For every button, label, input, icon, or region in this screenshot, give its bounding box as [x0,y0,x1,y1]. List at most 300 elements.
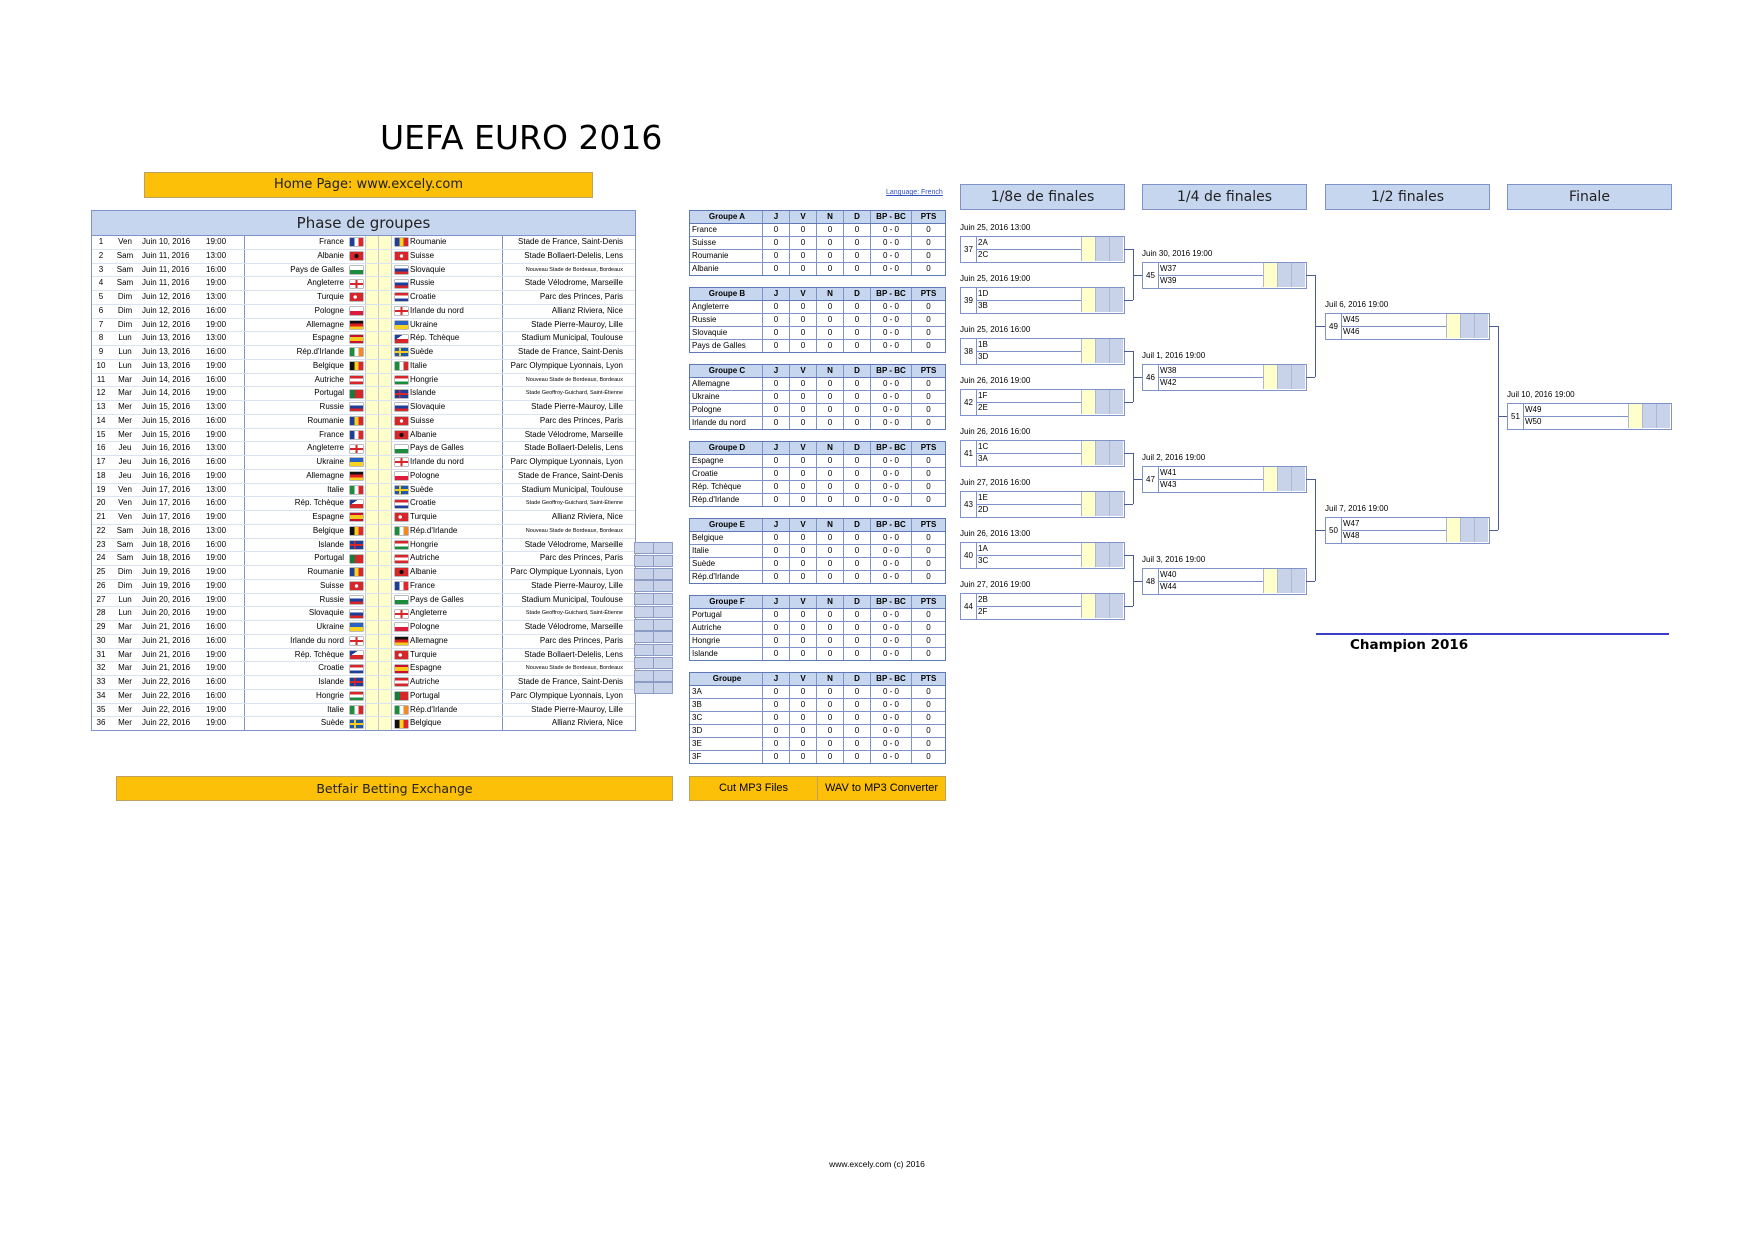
home-score-cell[interactable] [365,291,378,304]
score-cell[interactable] [1081,402,1095,414]
score-cell[interactable] [1109,300,1123,312]
score-cell[interactable] [1277,569,1291,581]
extra-score-box[interactable] [635,606,673,618]
score-cell[interactable] [1277,467,1291,479]
away-score-cell[interactable] [378,621,391,634]
group-table [689,518,946,584]
column-header: BP - BC [871,673,912,685]
score-cell[interactable] [1109,543,1123,555]
match-date: Juin 18, 2016 [142,525,191,535]
score-cell[interactable] [1291,467,1305,479]
away-score-cell[interactable] [378,319,391,332]
group-header [690,211,945,224]
home-score-cell[interactable] [365,649,378,662]
away-score-cell[interactable] [378,662,391,675]
match-number: 10 [96,360,106,370]
extra-score-box[interactable] [635,619,673,631]
extra-score-box[interactable] [635,682,673,694]
match-number: 31 [96,649,106,659]
match-date: Juin 15, 2016 [142,429,191,439]
score-cell[interactable] [1446,518,1460,530]
home-score-cell[interactable] [365,470,378,483]
home-score-cell[interactable] [365,442,378,455]
extra-cell[interactable] [653,657,673,669]
extra-cell[interactable] [634,631,654,643]
score-cell[interactable] [1095,288,1109,300]
away-score-cell[interactable] [378,497,391,510]
home-score-cell[interactable] [365,374,378,387]
extra-cell[interactable] [653,593,673,605]
score-cell[interactable] [1460,314,1474,326]
score-cell[interactable] [1446,326,1460,338]
extra-cell[interactable] [653,682,673,694]
away-score-cell[interactable] [378,415,391,428]
extra-cell[interactable] [634,644,654,656]
home-team: Islande [244,539,349,552]
score-cell[interactable] [1109,594,1123,606]
score-cell[interactable] [1109,402,1123,414]
team-slot: 3A [978,454,988,463]
extra-cell[interactable] [634,670,654,682]
score-cell[interactable] [1095,249,1109,261]
group-name: Groupe D [690,442,763,454]
team-slot: 2F [978,607,988,616]
score-cell[interactable] [1263,569,1277,581]
points: 0 [926,687,931,696]
score-cell[interactable] [1277,377,1291,389]
copyright: www.excely.com (c) 2016 [829,1159,925,1169]
match-time: 19:00 [206,388,227,398]
points: 0 [926,713,931,722]
away-score-cell[interactable] [378,676,391,689]
extra-cell[interactable] [653,644,673,656]
betfair-link[interactable]: Betfair Betting Exchange [116,776,673,801]
home-flag-icon [350,637,363,645]
standing-row [690,224,945,237]
away-score-cell[interactable] [378,539,391,552]
extra-cell[interactable] [653,619,673,631]
away-score-cell[interactable] [378,332,391,345]
score-cell[interactable] [1642,416,1656,428]
away-score-cell[interactable] [378,649,391,662]
home-score-cell[interactable] [365,594,378,607]
extra-cell[interactable] [634,542,654,554]
extra-score-box[interactable] [635,593,673,605]
group-header [690,365,945,378]
home-score-cell[interactable] [365,319,378,332]
score-cell[interactable] [1095,300,1109,312]
match-day: Mer [118,677,132,686]
score-cell[interactable] [1109,288,1123,300]
score-cell[interactable] [1642,404,1656,416]
home-flag [349,539,365,552]
match-day: Dim [117,319,133,329]
home-flag-icon [350,321,363,329]
home-score-cell[interactable] [365,346,378,359]
score-cell[interactable] [1095,492,1109,504]
standing-row [690,622,945,635]
score-cell[interactable] [1095,594,1109,606]
column-header: V [790,596,817,608]
away-score-cell[interactable] [378,236,391,249]
score-cell[interactable] [1291,263,1305,275]
score-cell[interactable] [1109,555,1123,567]
score-cell[interactable] [1095,555,1109,567]
stat-value: 0 [763,532,790,544]
stat-value: 0 [844,725,871,737]
away-flag [391,511,410,524]
match-date: Juin 27, 2016 19:00 [960,580,1031,589]
score-cell[interactable] [1095,237,1109,249]
home-score-cell[interactable] [365,580,378,593]
match-row [92,429,635,443]
score-cell[interactable] [1081,339,1095,351]
match-row [92,580,635,594]
score-cell[interactable] [1446,530,1460,542]
home-score-cell[interactable] [365,497,378,510]
home-flag [349,552,365,565]
venue: Stade Pierre-Mauroy, Lille [502,319,624,332]
away-score-cell[interactable] [378,525,391,538]
score-cell[interactable] [1460,530,1474,542]
stat-value: 0 [817,558,844,570]
home-score-cell[interactable] [365,690,378,703]
standing-row [690,751,945,763]
extra-score-box[interactable] [635,631,673,643]
score-cell[interactable] [1081,543,1095,555]
match-day: Ven [118,512,132,521]
score-cell[interactable] [1095,351,1109,363]
home-team: Hongrie [244,690,349,703]
home-score-cell[interactable] [365,552,378,565]
away-score-cell[interactable] [378,552,391,565]
away-score-cell[interactable] [378,607,391,620]
stat-value: 0 [817,699,844,711]
score-cell[interactable] [1291,581,1305,593]
extra-cell[interactable] [634,580,654,592]
stat-value: 0 [844,494,871,506]
home-score-cell[interactable] [365,704,378,717]
match-time: 13:00 [206,292,227,301]
home-score-cell[interactable] [365,250,378,263]
score-cell[interactable] [1095,390,1109,402]
away-score-cell[interactable] [378,264,391,277]
score-cell[interactable] [1109,339,1123,351]
away-team: Irlande du nord [410,305,464,315]
away-score-cell[interactable] [378,442,391,455]
score-cell[interactable] [1277,479,1291,491]
match-time: 16:00 [206,374,227,384]
extra-score-box[interactable] [635,644,673,656]
bracket-line [1315,326,1325,327]
score-cell[interactable] [1081,453,1095,465]
extra-cell[interactable] [653,631,673,643]
stat-value: 0 [763,340,790,352]
away-score-cell[interactable] [378,401,391,414]
match-number: 48 [1143,569,1159,594]
score-cell[interactable] [1109,390,1123,402]
extra-cell[interactable] [634,568,654,580]
extra-cell[interactable] [653,555,673,567]
team-name: Albanie [690,263,763,275]
score-cell[interactable] [1291,377,1305,389]
stat-value: 0 [790,571,817,583]
away-score-cell[interactable] [378,374,391,387]
away-team: Ukraine [410,319,438,329]
home-flag [349,580,365,593]
score-cell[interactable] [1095,606,1109,618]
away-team: Portugal [410,690,440,700]
score-cell[interactable] [1109,351,1123,363]
away-score-cell[interactable] [378,250,391,263]
away-score-cell[interactable] [378,470,391,483]
score-cell[interactable] [1291,365,1305,377]
score-cell[interactable] [1446,314,1460,326]
score-cell[interactable] [1277,263,1291,275]
home-score-cell[interactable] [365,305,378,318]
extra-cell[interactable] [634,555,654,567]
wav-to-mp3-link[interactable]: WAV to MP3 Converter [818,777,945,800]
stat-value: 0 [817,751,844,763]
home-flag [349,291,365,304]
match-number: 34 [96,690,106,700]
score-cell[interactable] [1081,249,1095,261]
score-cell[interactable] [1291,275,1305,287]
score-cell[interactable] [1109,237,1123,249]
home-score-cell[interactable] [365,277,378,290]
score-cell[interactable] [1460,518,1474,530]
score-cell[interactable] [1109,441,1123,453]
home-flag [349,319,365,332]
away-score-cell[interactable] [378,580,391,593]
score-cell[interactable] [1291,479,1305,491]
score-cell[interactable] [1109,504,1123,516]
score-cell[interactable] [1263,377,1277,389]
match-time: 13:00 [206,250,227,260]
extra-cell[interactable] [653,580,673,592]
score-cell[interactable] [1095,339,1109,351]
away-score-cell[interactable] [378,456,391,469]
home-score-cell[interactable] [365,332,378,345]
away-score-cell[interactable] [378,594,391,607]
score-cell[interactable] [1263,263,1277,275]
score-cell[interactable] [1109,492,1123,504]
home-score-cell[interactable] [365,429,378,442]
extra-cell[interactable] [653,670,673,682]
away-flag [391,662,410,675]
score-cell[interactable] [1628,416,1642,428]
away-score-cell[interactable] [378,690,391,703]
stat-value: 0 [763,648,790,660]
extra-score-box[interactable] [635,542,673,554]
score-cell[interactable] [1263,275,1277,287]
away-score-cell[interactable] [378,387,391,400]
extra-score-box[interactable] [635,670,673,682]
match-number: 20 [96,498,106,508]
stat-value: 0 [817,725,844,737]
score-cell[interactable] [1095,453,1109,465]
score-cell[interactable] [1263,365,1277,377]
home-score-cell[interactable] [365,717,378,730]
extra-cell[interactable] [653,606,673,618]
extra-cell[interactable] [634,606,654,618]
stat-value: 0 [790,751,817,763]
extra-score-box[interactable] [635,657,673,669]
stat-value: 0 [844,558,871,570]
home-score-cell[interactable] [365,387,378,400]
stat-value: 0 [817,404,844,416]
home-score-cell[interactable] [365,484,378,497]
score-cell[interactable] [1474,326,1488,338]
score-cell[interactable] [1474,314,1488,326]
away-flag-icon [395,362,408,370]
bracket-line [1315,530,1325,531]
score-cell[interactable] [1656,404,1670,416]
score-cell[interactable] [1081,237,1095,249]
score-cell[interactable] [1081,288,1095,300]
score-cell[interactable] [1081,300,1095,312]
match-row [92,539,635,553]
match-row [92,401,635,415]
score-cell[interactable] [1081,351,1095,363]
home-score-cell[interactable] [365,621,378,634]
away-score-cell[interactable] [378,635,391,648]
away-score-cell[interactable] [378,484,391,497]
home-score-cell[interactable] [365,511,378,524]
match-date: Juin 19, 2016 [142,567,191,576]
away-score-cell[interactable] [378,704,391,717]
match-row [92,704,635,718]
score-cell[interactable] [1081,441,1095,453]
home-score-cell[interactable] [365,264,378,277]
away-score-cell[interactable] [378,346,391,359]
score-cell[interactable] [1656,416,1670,428]
extra-cell[interactable] [634,657,654,669]
away-score-cell[interactable] [378,277,391,290]
extra-score-box[interactable] [635,555,673,567]
team-slot: W50 [1525,417,1542,426]
match-date: Juin 26, 2016 16:00 [960,427,1031,436]
score-cell[interactable] [1474,518,1488,530]
away-score-cell[interactable] [378,511,391,524]
score-cell[interactable] [1095,441,1109,453]
goal-diff: 0 - 0 [871,609,912,621]
extra-cell[interactable] [653,542,673,554]
score-cell[interactable] [1277,365,1291,377]
away-team: Albanie [410,429,437,439]
score-cell[interactable] [1081,555,1095,567]
match-date: Juin 22, 2016 [142,718,191,728]
home-page-link[interactable]: Home Page: www.excely.com [144,172,593,198]
home-score-cell[interactable] [365,539,378,552]
home-flag-icon [350,376,363,384]
match-day: Mar [118,649,132,659]
cut-mp3-link[interactable]: Cut MP3 Files [690,777,818,800]
score-cell[interactable] [1109,249,1123,261]
team-name: Croatie [690,468,763,480]
home-score-cell[interactable] [365,662,378,675]
bracket-line [1306,581,1315,582]
score-cell[interactable] [1460,326,1474,338]
match-date: Juin 21, 2016 [142,622,191,631]
home-score-cell[interactable] [365,607,378,620]
score-cell[interactable] [1291,569,1305,581]
stat-value: 0 [844,455,871,467]
bracket-match [960,287,1125,314]
score-cell[interactable] [1628,404,1642,416]
score-cell[interactable] [1095,543,1109,555]
home-flag [349,662,365,675]
venue: Allianz Riviera, Nice [502,717,624,730]
team-name: France [690,224,763,236]
away-score-cell[interactable] [378,360,391,373]
team-name: Belgique [690,532,763,544]
away-score-cell[interactable] [378,717,391,730]
score-cell[interactable] [1095,504,1109,516]
home-score-cell[interactable] [365,236,378,249]
match-row [92,676,635,690]
home-score-cell[interactable] [365,635,378,648]
away-score-cell[interactable] [378,566,391,579]
match-number: 23 [96,539,106,549]
away-score-cell[interactable] [378,429,391,442]
match-date: Juin 25, 2016 13:00 [960,223,1031,232]
home-flag [349,690,365,703]
score-cell[interactable] [1081,390,1095,402]
score-cell[interactable] [1081,492,1095,504]
goal-diff: 0 - 0 [871,468,912,480]
language-link[interactable]: Language: French [886,189,943,196]
extra-cell[interactable] [634,593,654,605]
score-cell[interactable] [1263,479,1277,491]
home-score-cell[interactable] [365,525,378,538]
away-flag-icon [395,307,408,315]
goal-diff: 0 - 0 [871,751,912,763]
goal-diff: 0 - 0 [871,455,912,467]
extra-score-box[interactable] [635,568,673,580]
match-day: Lun [118,360,132,370]
stat-value: 0 [817,378,844,390]
home-flag [349,525,365,538]
score-cell[interactable] [1277,581,1291,593]
extra-score-box[interactable] [635,580,673,592]
score-cell[interactable] [1081,594,1095,606]
home-score-cell[interactable] [365,360,378,373]
extra-cell[interactable] [653,568,673,580]
score-cell[interactable] [1081,606,1095,618]
extra-cell[interactable] [634,619,654,631]
score-cell[interactable] [1263,581,1277,593]
home-score-cell[interactable] [365,566,378,579]
away-score-cell[interactable] [378,305,391,318]
home-score-cell[interactable] [365,401,378,414]
away-score-cell[interactable] [378,291,391,304]
match-time: 19:00 [206,512,227,521]
score-cell[interactable] [1109,606,1123,618]
score-cell[interactable] [1474,530,1488,542]
stat-value: 0 [790,648,817,660]
extra-cell[interactable] [634,682,654,694]
score-cell[interactable] [1263,467,1277,479]
score-cell[interactable] [1109,453,1123,465]
score-cell[interactable] [1095,402,1109,414]
home-score-cell[interactable] [365,676,378,689]
score-cell[interactable] [1277,275,1291,287]
score-cell[interactable] [1081,504,1095,516]
home-score-cell[interactable] [365,415,378,428]
home-score-cell[interactable] [365,456,378,469]
bracket-line [1124,555,1133,556]
